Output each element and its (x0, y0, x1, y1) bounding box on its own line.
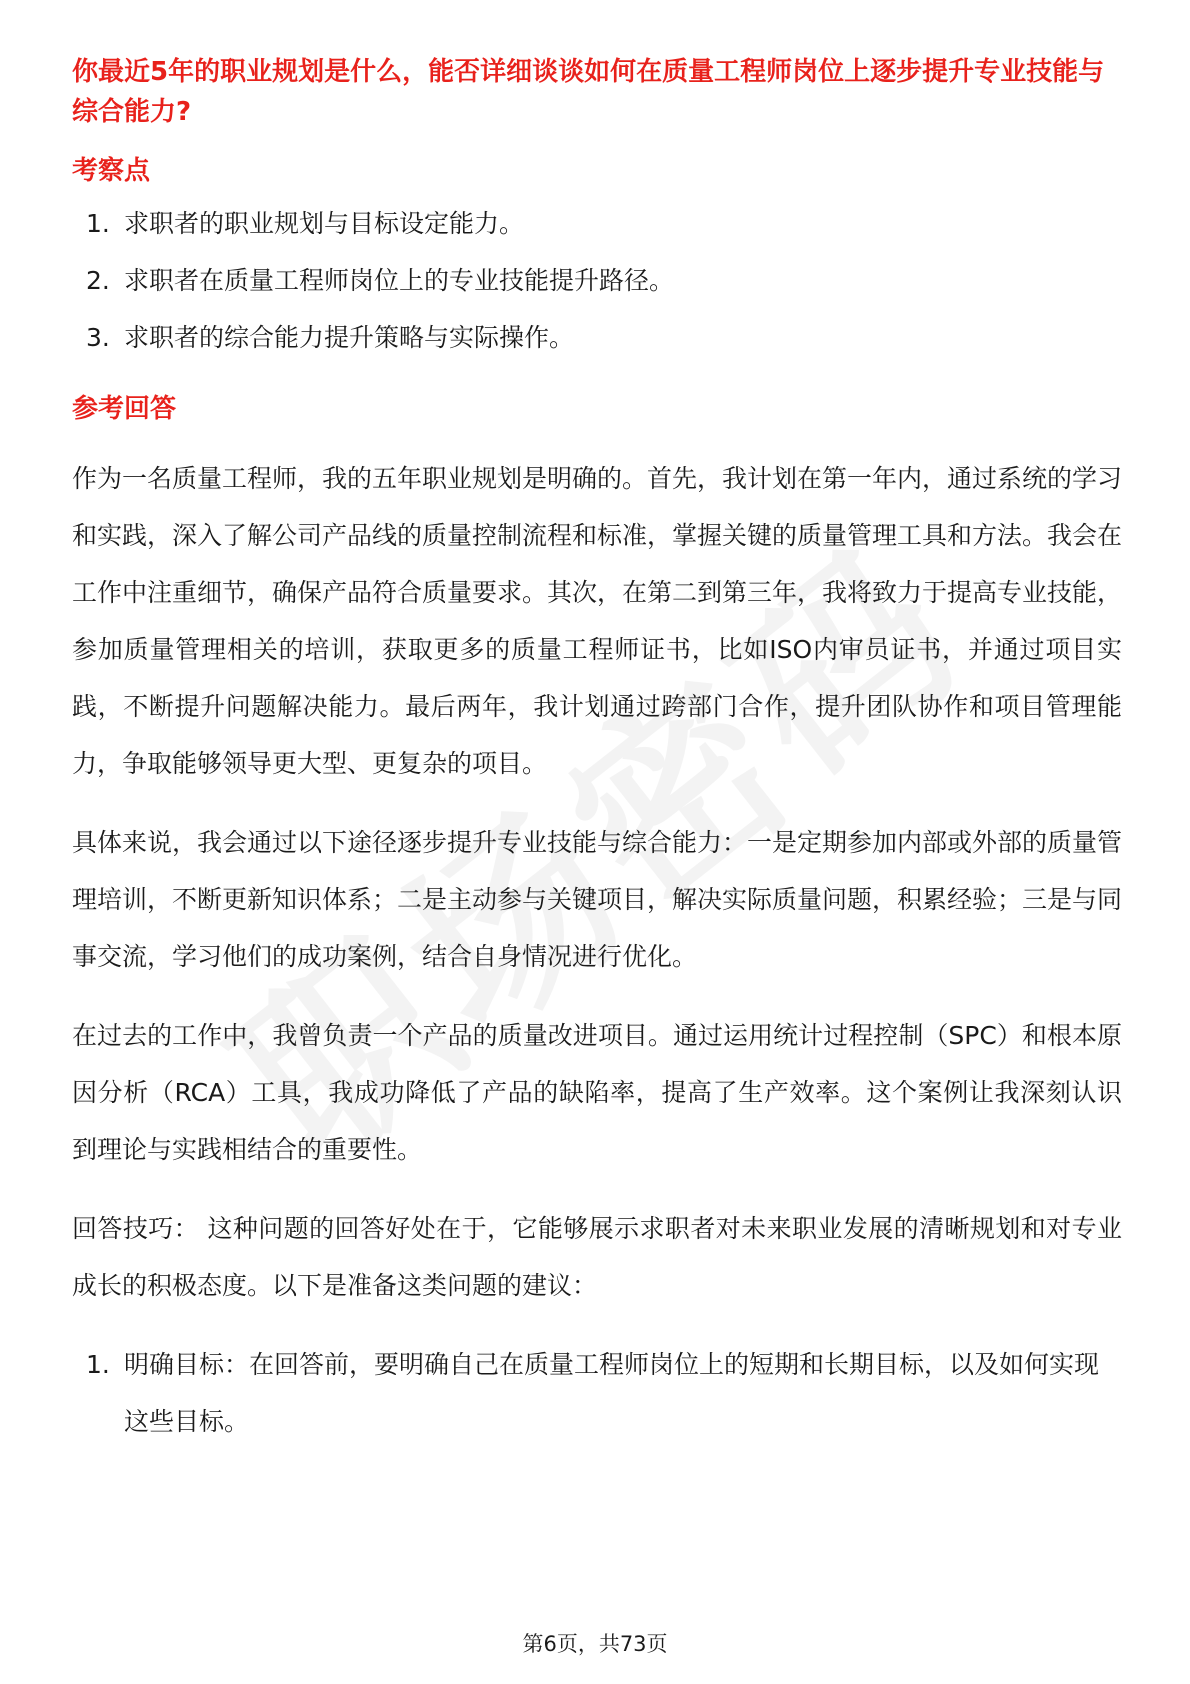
answer-paragraph: 具体来说，我会通过以下途径逐步提升专业技能与综合能力：一是定期参加内部或外部的质量管理培训，不断更新知识体系；二是主动参与关键项目，解决实际质量问题，积累经验；三是与同事交流，学习他们的成功案例，结合自身情况进行优化。 (72, 828, 1123, 971)
reference-answer-title: 参考回答 (72, 394, 177, 424)
page-content (72, 52, 1122, 1450)
list-item-number: 1. (86, 209, 110, 238)
list-item-number: 1. (86, 1350, 110, 1379)
list-item (72, 204, 1122, 244)
answer-paragraph: 在过去的工作中，我曾负责一个产品的质量改进项目。通过运用统计过程控制（SPC）和根本原因分析（RCA）工具，我成功降低了产品的缺陷率，提高了生产效率。这个案例让我深刻认识到理论与实践相结合的重要性。 (72, 1021, 1122, 1164)
examine-points-title: 考察点 (72, 156, 151, 186)
answer-tips-paragraph: 回答技巧： 这种问题的回答好处在于，它能够展示求职者对未来职业发展的清晰规划和对专业成长的积极态度。以下是准备这类问题的建议： (72, 1214, 1122, 1300)
list-item (72, 318, 1122, 358)
question-heading: 你最近5年的职业规划是什么，能否详细谈谈如何在质量工程师岗位上逐步提升专业技能与综合能力? (72, 57, 1105, 127)
answer-paragraph: 作为一名质量工程师，我的五年职业规划是明确的。首先，我计划在第一年内，通过系统的学习和实践，深入了解公司产品线的质量控制流程和标准，掌握关键的质量管理工具和方法。我会在工作中注重细节，确保产品符合质量要求。其次，在第二到第三年，我将致力于提高专业技能，参加质量管理相关的培训，获取更多的质量工程师证书，比如ISO内审员证书，并通过项目实践，不断提升问题解决能力。最后两年，我计划通过跨部门合作，提升团队协作和项目管理能力，争取能够领导更大型、更复杂的项目。 (72, 464, 1123, 778)
list-item-number: 3. (86, 323, 110, 352)
examine-points-list (72, 204, 1122, 358)
list-item (72, 261, 1122, 301)
page-footer: 第6页，共73页 (522, 1632, 668, 1656)
list-item-text: 求职者的职业规划与目标设定能力。 (124, 209, 525, 238)
tips-list (72, 1336, 1122, 1450)
list-item-number: 2. (86, 266, 110, 295)
list-item-text: 求职者在质量工程师岗位上的专业技能提升路径。 (124, 266, 675, 295)
list-item-text: 明确目标：在回答前，要明确自己在质量工程师岗位上的短期和长期目标，以及如何实现这些目标。 (124, 1350, 1100, 1436)
list-item (72, 1336, 1122, 1450)
list-item-text: 求职者的综合能力提升策略与实际操作。 (124, 323, 575, 352)
